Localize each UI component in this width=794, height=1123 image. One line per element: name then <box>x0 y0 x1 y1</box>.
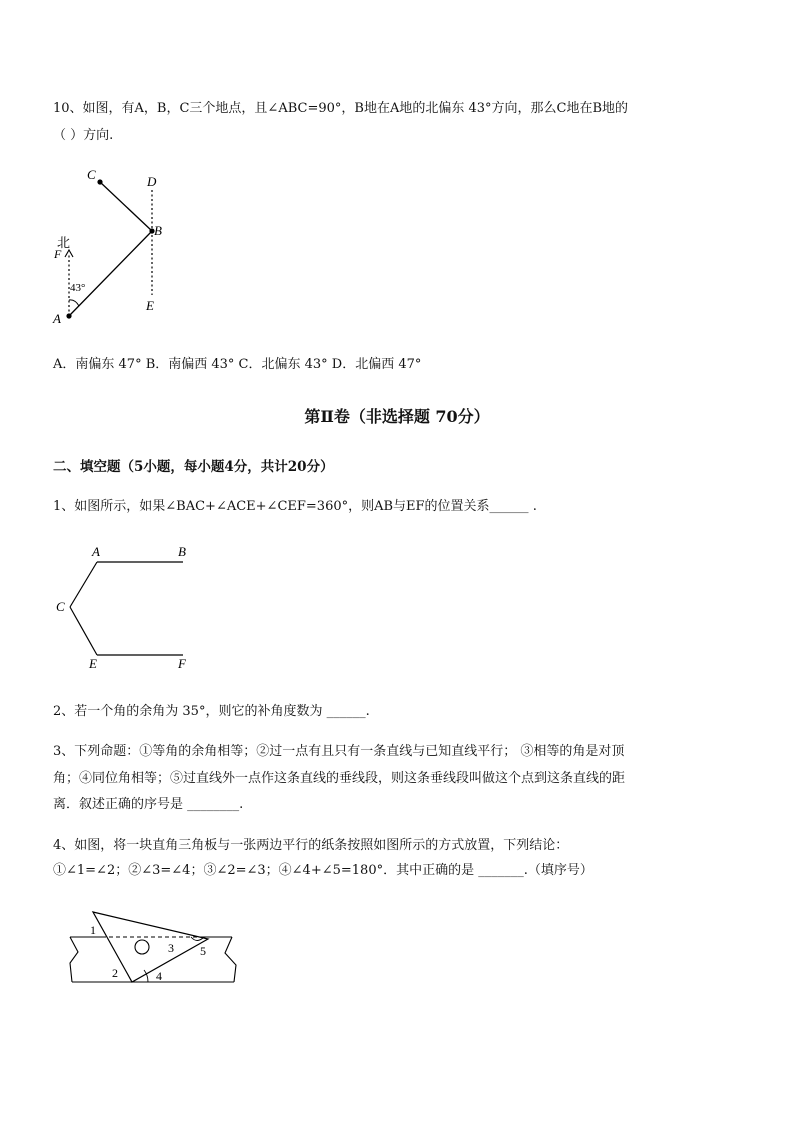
f1-parallel-figure <box>50 540 200 675</box>
label-a: A <box>53 311 61 326</box>
label-f: F <box>54 247 62 261</box>
set-square-triangle <box>93 912 208 982</box>
strip-left-end <box>70 937 78 982</box>
label-b: B <box>154 223 162 238</box>
point-a <box>66 313 71 318</box>
part2-title: 第Ⅱ卷（非选择题 70分） <box>304 407 490 426</box>
label-north: 北 <box>57 235 71 250</box>
label-f: F <box>178 656 186 671</box>
f4-triangle-strip-figure <box>60 905 250 990</box>
segment-ce <box>70 607 97 655</box>
label-e: E <box>89 656 97 671</box>
label-b: B <box>178 544 186 559</box>
point-c <box>97 179 102 184</box>
f2-text: 2、若一个角的余角为 35°，则它的补角度数为 ______. <box>53 704 370 719</box>
strip-right-end <box>225 937 236 982</box>
f4-text-line2: ①∠1=∠2；②∠3=∠4；③∠2=∠3；④∠4+∠5=180°．其中正确的是 _______.（填序号） <box>53 863 593 878</box>
f4-text-line1: 4、如图，将一块直角三角板与一张两边平行的纸条按照如图所示的方式放置，下列结论： <box>53 838 569 853</box>
label-d: D <box>147 174 157 189</box>
label-c: C <box>56 599 65 614</box>
section2-title: 二、填空题（5小题，每小题4分，共计20分） <box>53 459 334 475</box>
q10-options: A．南偏东 47° B．南偏西 43° C．北偏东 43° D．北偏西 47° <box>53 357 422 372</box>
f3-text-line1: 3、下列命题：①等角的余角相等；②过一点有且只有一条直线与已知直线平行； ③相等的角是对顶 <box>53 744 625 759</box>
label-angle: 43° <box>70 282 86 294</box>
q10-direction-figure <box>48 165 178 335</box>
label-2: 2 <box>112 966 118 980</box>
label-c: C <box>87 167 96 182</box>
q10-text-line2: （ ）方向. <box>53 128 114 143</box>
label-3: 3 <box>168 941 174 955</box>
segment-ab <box>69 231 152 316</box>
label-e: E <box>146 298 154 313</box>
f3-text-line2: 角；④同位角相等；⑤过直线外一点作这条直线的垂线段，则这条垂线段叫做这个点到这条直线的距 <box>53 771 626 786</box>
f1-text: 1、如图所示，如果∠BAC+∠ACE+∠CEF=360°，则AB与EF的位置关系______ . <box>53 499 537 514</box>
f3-text-line3: 离．叙述正确的序号是 ________. <box>53 797 244 812</box>
label-1: 1 <box>90 923 96 937</box>
label-a: A <box>92 544 100 559</box>
segment-bc <box>100 182 152 231</box>
label-5: 5 <box>200 944 206 958</box>
segment-ac <box>70 562 97 607</box>
angle-43-arc <box>69 300 79 306</box>
label-4: 4 <box>156 969 162 983</box>
q10-text-line1: 10、如图，有A，B，C三个地点，且∠ABC=90°，B地在A地的北偏东 43°方向，那么C地在B地的 <box>53 101 629 116</box>
